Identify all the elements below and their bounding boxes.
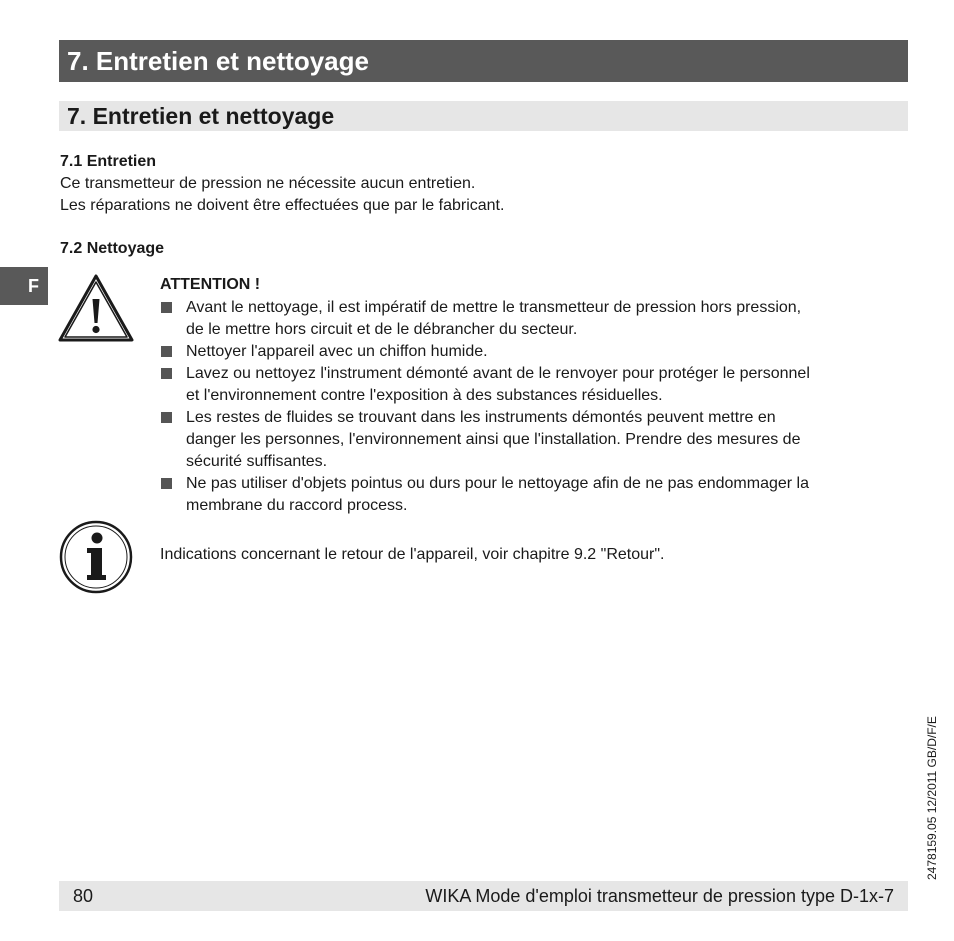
list-item-line: de le mettre hors circuit et de le débrancher du secteur. [186,321,578,338]
bullet-square-icon [161,412,172,423]
paragraph-7-1-line-1: Ce transmetteur de pression ne nécessite aucun entretien. [60,175,476,192]
section-title: 7. Entretien et nettoyage [67,103,335,129]
warning-list [160,297,910,517]
footer-title: WIKA Mode d'emploi transmetteur de pression type D-1x-7 [425,886,894,906]
document-code-text: 2478159.05 12/2011 GB/D/F/E [925,716,939,880]
bullet-square-icon [161,478,172,489]
chapter-banner [59,40,908,82]
heading-7-1: 7.1 Entretien [60,153,157,170]
bullet-square-icon [161,368,172,379]
warning-title: ATTENTION ! [160,276,261,293]
page-number: 80 [73,886,94,906]
section-title-bar [59,101,908,131]
language-tab-label: F [28,276,39,296]
list-item [160,297,910,341]
bullet-square-icon [161,346,172,357]
list-item [160,407,910,473]
list-item [160,473,910,517]
list-item-line: danger les personnes, l'environnement ainsi que l'installation. Prendre des mesures de [186,431,801,448]
warning-triangle-icon [58,273,134,343]
list-item-line: Les restes de fluides se trouvant dans les instruments démontés peuvent mettre en [186,409,776,426]
language-tab [0,267,48,305]
list-item-line: Lavez ou nettoyez l'instrument démonté avant de le renvoyer pour protéger le personnel [186,365,810,382]
chapter-banner-title: 7. Entretien et nettoyage [67,46,369,76]
heading-7-2: 7.2 Nettoyage [60,240,165,257]
list-item-line: membrane du raccord process. [186,497,408,514]
list-item [160,363,910,407]
list-item [160,341,910,363]
info-icon [59,520,133,594]
list-item-line: Ne pas utiliser d'objets pointus ou durs pour le nettoyage afin de ne pas endommager la [186,475,809,492]
document-code [921,690,943,880]
list-item-line: Nettoyer l'appareil avec un chiffon humide. [186,343,488,360]
paragraph-7-1-line-2: Les réparations ne doivent être effectuées que par le fabricant. [60,197,505,214]
list-item-line: Avant le nettoyage, il est impératif de mettre le transmetteur de pression hors pression, [186,299,802,316]
list-item-line: sécurité suffisantes. [186,453,328,470]
info-note-text: Indications concernant le retour de l'appareil, voir chapitre 9.2 "Retour". [160,546,665,563]
bullet-square-icon [161,302,172,313]
footer [59,881,908,911]
list-item-line: et l'environnement contre l'exposition à des substances résiduelles. [186,387,663,404]
